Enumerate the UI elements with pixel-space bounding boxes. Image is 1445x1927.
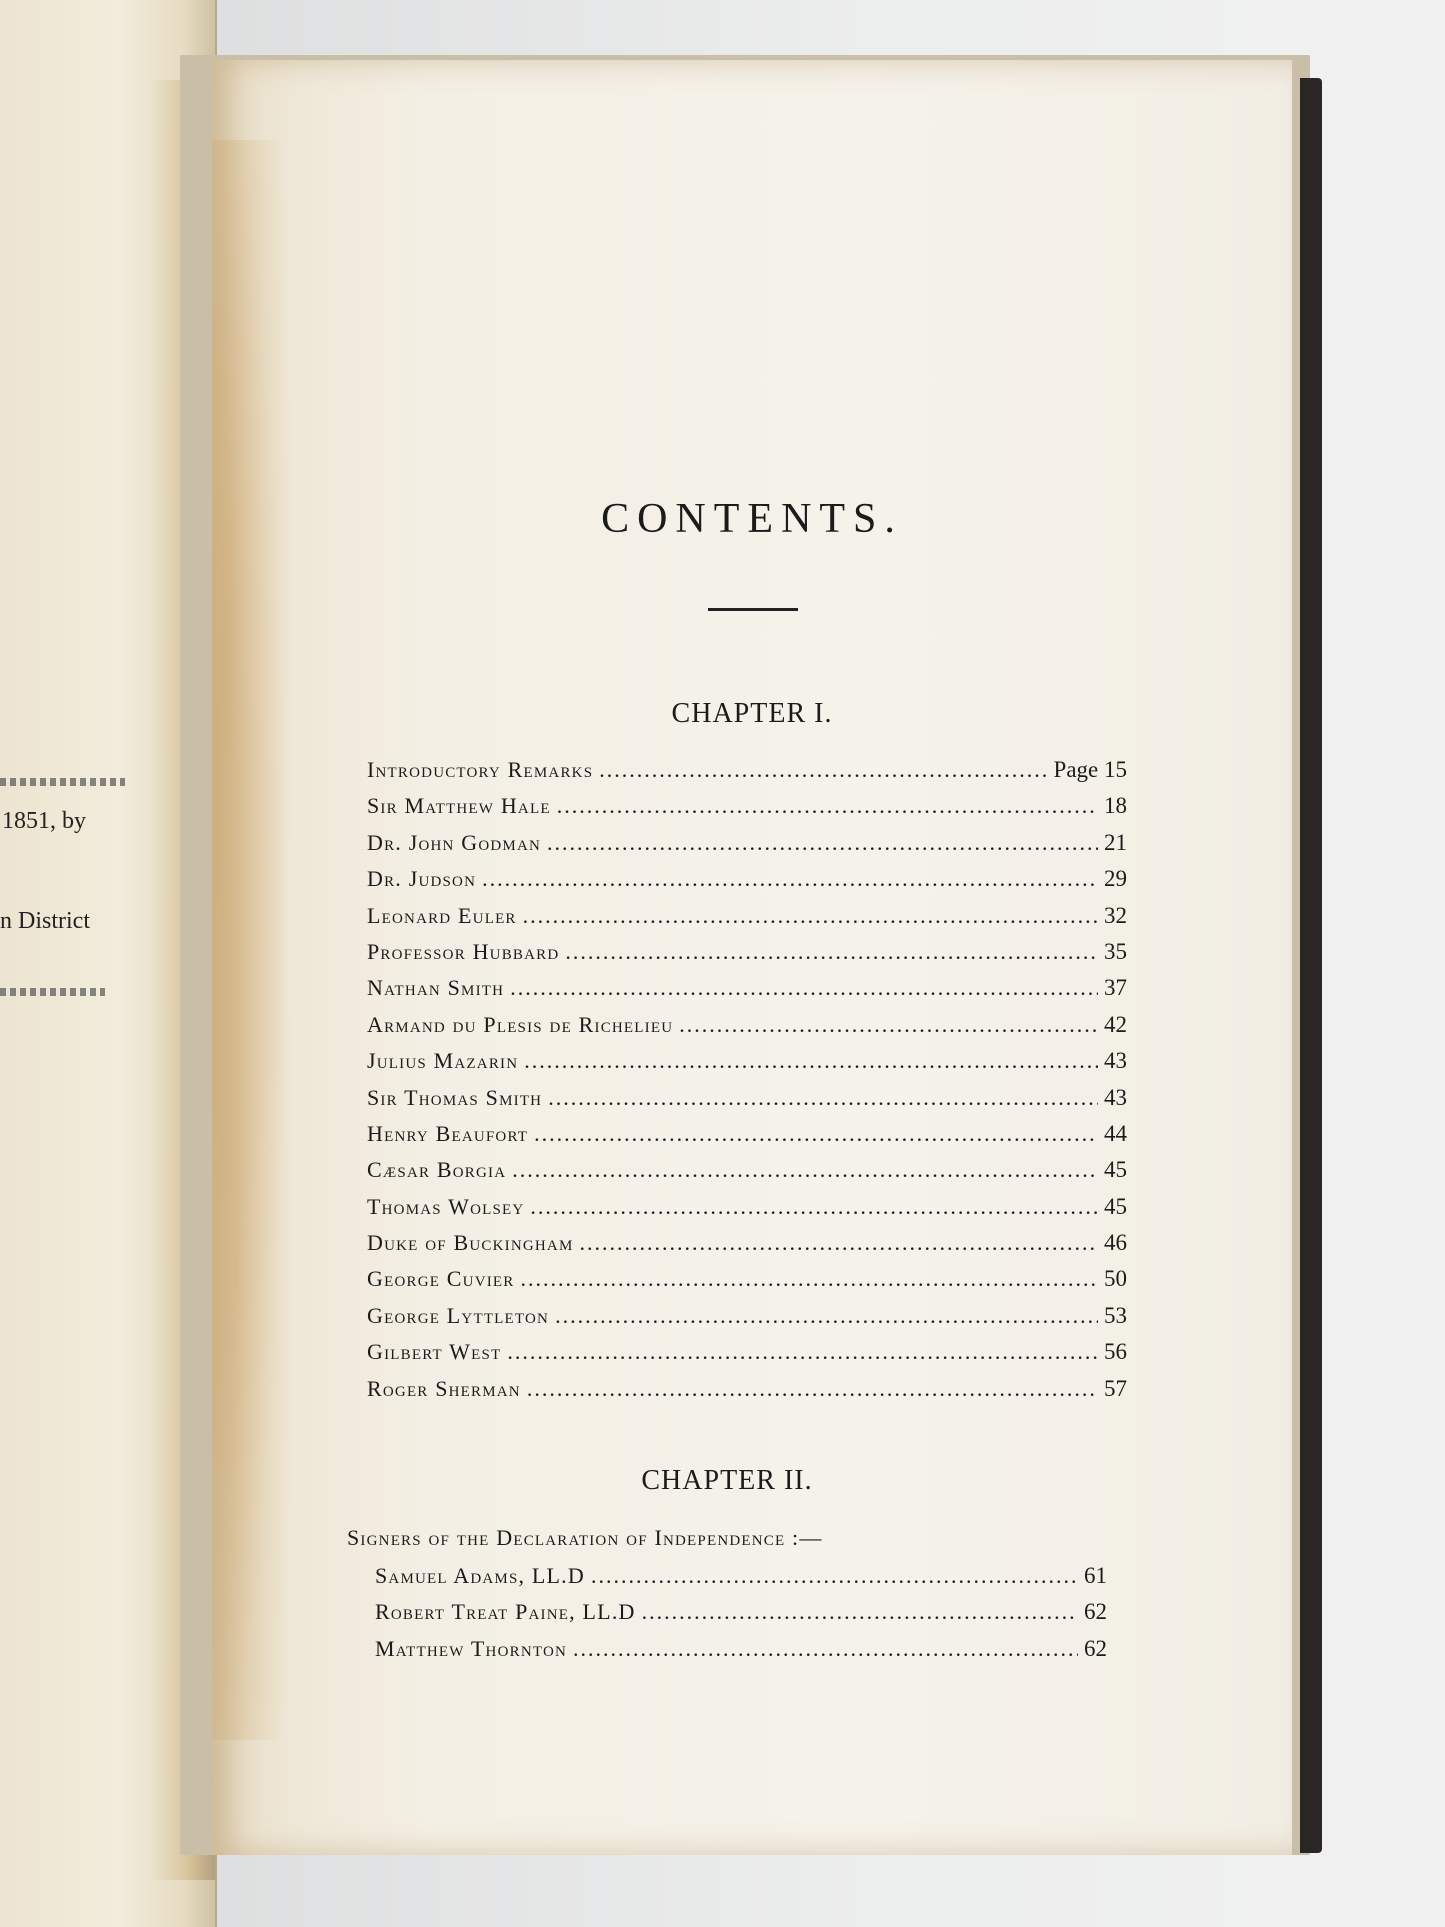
dot-leader [555,1303,1098,1329]
dot-leader [507,1339,1098,1365]
toc-entry-name: Samuel Adams, LL.D [375,1563,585,1588]
dot-leader [523,903,1098,929]
dot-leader [565,939,1098,965]
toc-entry-page: 56 [1104,1339,1127,1365]
dot-leader [548,1085,1098,1111]
toc-entry-name: Robert Treat Paine, LL.D [375,1599,636,1625]
dot-leader [530,1194,1098,1220]
toc-entry [367,1266,1127,1302]
toc-entry-page: 50 [1104,1266,1127,1292]
dot-leader [527,1376,1098,1402]
toc-entry-name: Dr. Judson [367,866,477,892]
section-heading: Signers of the Declaration of Independence :— [347,1525,823,1550]
toc-entry [367,1303,1127,1339]
toc-entry-page: 61 [1084,1563,1107,1588]
toc-entry-page: 45 [1104,1193,1127,1219]
toc-entry [375,1636,1107,1672]
toc-entry [367,830,1127,866]
toc-entry [367,1376,1127,1412]
dot-leader [482,866,1098,892]
page-foxing [212,140,292,1740]
toc-entry-page: 62 [1084,1599,1107,1625]
toc-entry-page: 57 [1104,1375,1127,1401]
toc-entry-name: Nathan Smith [367,975,505,1001]
title-rule [708,608,798,611]
toc-entry [367,866,1127,902]
toc-entry [367,1012,1127,1048]
toc-entry-page: 37 [1104,975,1127,1001]
contents-title: CONTENTS. [601,496,903,542]
toc-entry [375,1563,1107,1599]
toc-entry-name: Roger Sherman [367,1375,521,1401]
toc-entry-page: 43 [1104,1084,1127,1110]
toc-entry-name: Sir Thomas Smith [367,1084,543,1110]
dot-leader [599,757,1047,783]
toc-entry-name: Henry Beaufort [367,1120,529,1146]
toc-entry-name: Dr. John Godman [367,829,542,855]
toc-entry-name: Professor Hubbard [367,938,560,964]
toc-entry [367,1339,1127,1375]
toc-entry-page: 29 [1104,866,1127,892]
toc-entry-page: 18 [1104,793,1127,819]
left-page-text-1: 1851, by [2,808,86,834]
book-board [1300,78,1322,1853]
toc-entry [367,1048,1127,1084]
toc-entry [367,903,1127,939]
toc-entry-page: 46 [1104,1230,1127,1256]
dot-leader [580,1230,1099,1256]
toc-entry [367,793,1127,829]
chapter-1-list [367,757,1127,1412]
toc-entry [367,1085,1127,1121]
dot-leader [547,830,1098,856]
toc-entry [367,1194,1127,1230]
toc-entry-page: 43 [1104,1048,1127,1074]
dot-leader [524,1048,1098,1074]
dot-leader [557,793,1098,819]
toc-entry-name: Gilbert West [367,1339,502,1365]
toc-entry-page: 32 [1104,902,1127,928]
toc-entry-page: 21 [1104,829,1127,855]
section-entries [347,1563,1107,1672]
toc-entry [367,757,1127,793]
toc-entry-name: Cæsar Borgia [367,1157,507,1183]
dot-leader [573,1636,1078,1662]
toc-entry-name: Duke of Buckingham [367,1230,574,1256]
toc-entry-name: Matthew Thornton [375,1635,568,1661]
dot-leader [679,1012,1098,1038]
dot-leader [534,1121,1098,1147]
left-page-ornament-bottom [0,988,105,996]
contents-page [212,60,1292,1855]
toc-entry [367,1121,1127,1157]
left-page-ornament-top [0,778,125,786]
toc-entry-name: George Cuvier [367,1266,515,1292]
toc-entry-page: 42 [1104,1011,1127,1037]
toc-entry-name: Julius Mazarin [367,1048,519,1074]
chapter-2-heading: CHAPTER II. [641,1465,813,1496]
toc-entry-page: 44 [1104,1120,1127,1146]
toc-entry [367,1230,1127,1266]
toc-entry [367,939,1127,975]
dot-leader [512,1157,1098,1183]
toc-entry-page: Page 15 [1053,757,1127,782]
toc-entry [367,1157,1127,1193]
toc-entry-name: Thomas Wolsey [367,1193,525,1219]
toc-entry [375,1599,1107,1635]
dot-leader [520,1266,1098,1292]
toc-entry-name: Armand du Plesis de Richelieu [367,1011,674,1037]
toc-entry [367,975,1127,1011]
dot-leader [510,975,1098,1001]
chapter-2-list [347,1525,1107,1672]
chapter-1-heading: CHAPTER I. [671,698,833,729]
toc-entry-page: 45 [1104,1157,1127,1183]
dot-leader [642,1599,1078,1625]
toc-entry-name: Introductory Remarks [367,757,594,782]
toc-entry-page: 35 [1104,938,1127,964]
left-page-text-2: n District [0,908,90,934]
toc-entry-name: Sir Matthew Hale [367,793,551,819]
toc-entry-name: Leonard Euler [367,902,517,928]
toc-entry-page: 53 [1104,1302,1127,1328]
dot-leader [591,1563,1078,1589]
toc-entry-name: George Lyttleton [367,1302,550,1328]
toc-entry-page: 62 [1084,1635,1107,1661]
